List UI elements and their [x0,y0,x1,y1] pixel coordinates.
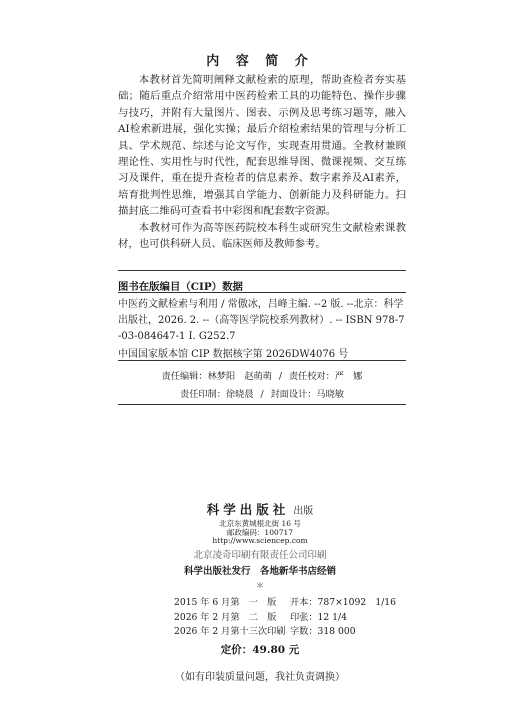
publisher-suffix: 出版 [293,506,314,517]
cip-record-text: 中医药文献检索与利用 / 常傲冰，吕峰主编. --2 版. --北京：科学出版社，2026. 2. --（高等医学院校系列教材）. -- ISBN 978-7-03-084647-1 [118,299,405,342]
publisher-website: http://www.sciencep.com [212,536,308,545]
printing-supervisor-credit: 责任印制：徐晓晨 [180,389,254,400]
word-count-info: 字数：318 000 [290,626,356,637]
publisher-logo: 科学出版社 [206,502,290,517]
staff-line-2 [118,386,406,400]
proofreader-credit: 责任校对：严 娜 [288,371,363,382]
cover-designer-credit: 封面设计：马晓敏 [270,389,344,400]
cip-heading: 图书在版编目（CIP）数据 [118,281,243,293]
staff-line-1 [118,368,406,382]
divider [118,292,406,293]
separator: / [260,389,264,400]
sheets-info: 印张：12 1/4 [290,611,347,623]
intro-paragraph: 本教材可作为高等医药院校本科生或研究生文献检索课教材，也可供科研人员、临床医师及教师参考。 [118,221,406,251]
divider [118,270,406,271]
intro-paragraph: 本教材首先简明阐释文献检索的原理，帮助查检者夯实基础；随后重点介绍常用中医药检索工具的功能特色、操作步骤与技巧，并附有大量图片、图表、示例及思考练习题等，融入AI检索新进展，强化实操；最后介绍检索结果的管理与分析工具、学术规范、综述与论文写作，实现查用贯通。全教材兼顾理论性、实用性与时代性，配套思维导图、微课视频、交互练习及课件，重在提升查检者的信息素养、数字素养及AI素养，培育批判性思维，增强其自学能力、创新能力及科研能力。扫描封底二维码可查看书中彩图和配套数字资源。 [118,74,406,218]
star-mark: ＊ [256,581,264,590]
imprint-row [174,611,396,626]
printer: 北京凌奇印刷有限责任公司印刷 [193,550,327,561]
edition-info: 2026 年 2 月第 二 版 [174,611,277,623]
editor-credit: 责任编辑：林梦阳 赵萌萌 [161,371,272,382]
separator: / [278,371,282,382]
format-info: 开本：787×1092 1/16 [290,597,396,608]
divider [118,360,406,361]
publisher-postcode: 邮政编码：100717 [226,528,294,537]
distribution: 科学出版社发行 各地新华书店经销 [183,566,336,577]
cip-number: 中国国家版本馆 CIP 数据核字第 2026DW4076 号 [118,349,349,360]
intro-text [118,72,406,252]
imprint-row [174,625,396,640]
intro-heading: 内 容 简 介 [206,54,314,69]
printing-info: 2026 年 2 月第十三次印刷 [174,626,286,637]
quality-note: （如有印装质量问题，我社负责调换） [175,672,345,683]
cip-classification: Ⅰ. G252.7 [188,331,236,342]
publisher-line [0,500,520,518]
price: 定价：49.80 元 [220,644,300,656]
edition-info: 2015 年 6 月第 一 版 [174,597,277,608]
cip-record [118,297,406,345]
publisher-address: 北京东黄城根北街 16 号 [219,519,301,528]
imprint-table [174,596,396,640]
divider [118,404,406,405]
imprint-row [174,596,396,611]
